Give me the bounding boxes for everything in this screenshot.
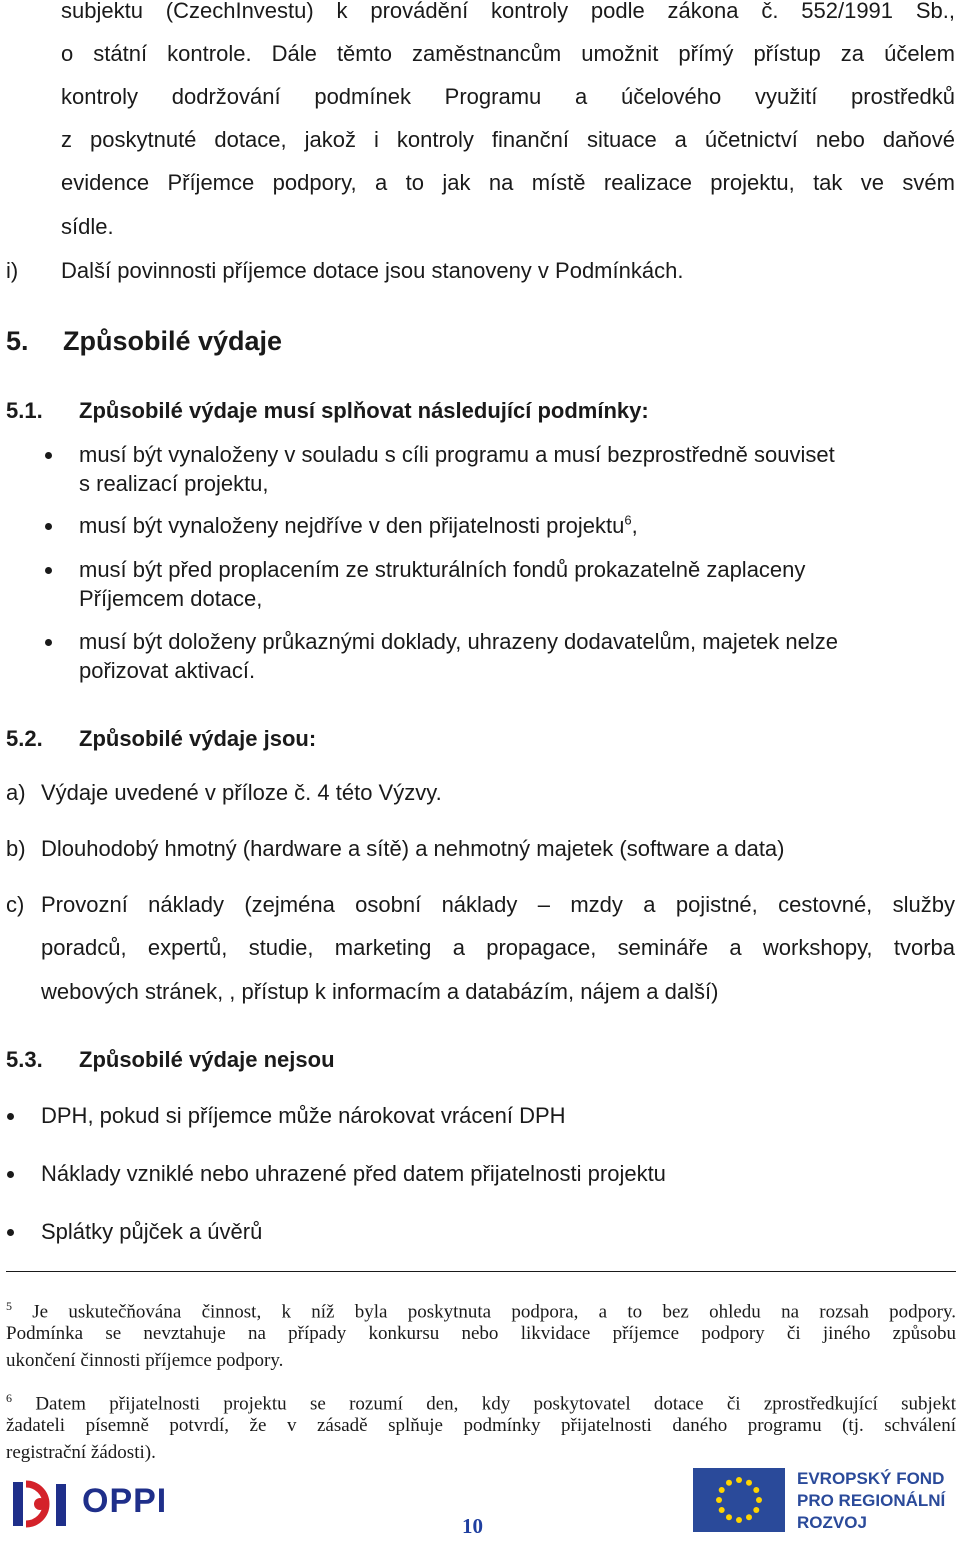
bullet-icon [7,1171,14,1178]
s53-number: 5.3. [6,1047,43,1072]
s52-b-marker: b) [6,836,26,861]
s51-b4-line-2: pořizovat aktivací. [79,658,256,683]
bullet-icon [7,1229,14,1236]
footnote-5-line-3: ukončení činnosti příjemce podpory. [6,1350,284,1371]
s52-b-text: Dlouhodobý hmotný (hardware a sítě) a nehmotný majetek (software a data) [41,836,785,861]
s51-b3-line-1: musí být před proplacením ze strukturálních fondů prokazatelně zaplaceny [79,557,806,582]
s53-bullet-2: Náklady vzniklé nebo uhrazené před datem přijatelnosti projektu [41,1161,666,1186]
intro-line-6: sídle. [61,214,114,239]
intro-line-5: evidence Příjemce podpory, a to jak na místě realizace projektu, tak ve svém [61,170,955,195]
bullet-icon [45,452,52,459]
s51-title: Způsobilé výdaje musí splňovat následující podmínky: [79,398,649,423]
footnote-6-text-1: Datem přijatelnosti projektu se rozumí den, kdy poskytovatel dotace či zprostředkující subjekt [35,1393,956,1415]
s52-number: 5.2. [6,726,43,751]
oppi-logo-text: OPPI [82,1482,168,1520]
s52-a-marker: a) [6,780,26,805]
s51-b3-line-2: Příjemcem dotace, [79,586,263,611]
s53-bullet-3: Splátky půjček a úvěrů [41,1219,263,1244]
s53-title: Způsobilé výdaje nejsou [79,1047,335,1072]
footnote-6-number: 6 [6,1391,12,1405]
intro-line-3: kontroly dodržování podmínek Programu a účelového využití prostředků [61,84,955,109]
oppi-logo [10,1478,170,1530]
s52-c-marker: c) [6,892,25,917]
item-i-marker: i) [6,258,19,283]
eu-flag-icon [693,1468,785,1532]
s51-b4-line-1: musí být doloženy průkaznými doklady, uhrazeny dodavatelům, majetek nelze [79,629,838,654]
eu-text-line-1: EVROPSKÝ FOND [797,1469,945,1488]
s51-b1-line-1: musí být vynaloženy v souladu s cíli programu a musí bezprostředně souviset [79,442,835,467]
page-number: 10 [462,1514,483,1538]
s51-b2 [79,513,638,539]
intro-line-1: subjektu (CzechInvestu) k provádění kontroly podle zákona č. 552/1991 Sb., [61,0,955,23]
bullet-icon [7,1113,14,1120]
s53-bullet-1: DPH, pokud si příjemce může nárokovat vrácení DPH [41,1103,566,1128]
s51-number: 5.1. [6,398,43,423]
footnote-5-text-1: Je uskutečňována činnost, k níž byla poskytnuta podpora, a to bez ohledu na rozsah podpory. [32,1301,957,1323]
s51-b1-line-2: s realizací projektu, [79,471,269,496]
intro-line-2: o státní kontrole. Dále těmto zaměstnancům umožnit přímý přístup za účelem [61,41,955,66]
section-5-title: Způsobilé výdaje [63,326,283,356]
bullet-icon [45,639,52,646]
footnote-6-line-3: registrační žádosti). [6,1442,156,1463]
footnote-5-number: 5 [6,1299,12,1313]
s51-b2-text: musí být vynaloženy nejdříve v den přijatelnosti projektu [79,513,625,538]
eu-text-line-3: ROZVOJ [797,1513,867,1532]
footnote-ref-6: 6 [624,512,632,528]
eu-fund-logo [693,1468,957,1536]
eu-text-line-2: PRO REGIONÁLNÍ [797,1491,946,1510]
s52-title: Způsobilé výdaje jsou: [79,726,317,751]
footnote-5-line-2: Podmínka se nevztahuje na případy konkursu nebo likvidace příjemce podpory či jiného způsobu [6,1323,956,1344]
footnote-6-line-2: žadateli písemně potvrdí, že v zásadě splňuje podmínky přijatelnosti daného programu (tj. schválení [6,1415,956,1436]
s52-a-text: Výdaje uvedené v příloze č. 4 této Výzvy. [41,780,442,805]
s51-b2-tail: , [631,513,638,538]
item-i-text: Další povinnosti příjemce dotace jsou stanoveny v Podmínkách. [61,258,684,283]
bullet-icon [45,523,52,530]
bullet-icon [45,567,52,574]
intro-line-4: z poskytnuté dotace, jakož i kontroly finanční situace a účetnictví nebo daňové [61,127,955,152]
s52-c-line-2: poradců, expertů, studie, marketing a propagace, semináře a workshopy, tvorba [41,935,955,960]
s52-c-line-3: webových stránek, , přístup k informacím a databázím, nájem a další) [41,979,719,1004]
section-5-number: 5. [6,326,29,356]
footnote-separator [6,1271,956,1272]
s52-c-line-1: Provozní náklady (zejména osobní náklady – mzdy a pojistné, cestovné, služby [41,892,955,917]
eu-stars-icon [693,1468,785,1532]
